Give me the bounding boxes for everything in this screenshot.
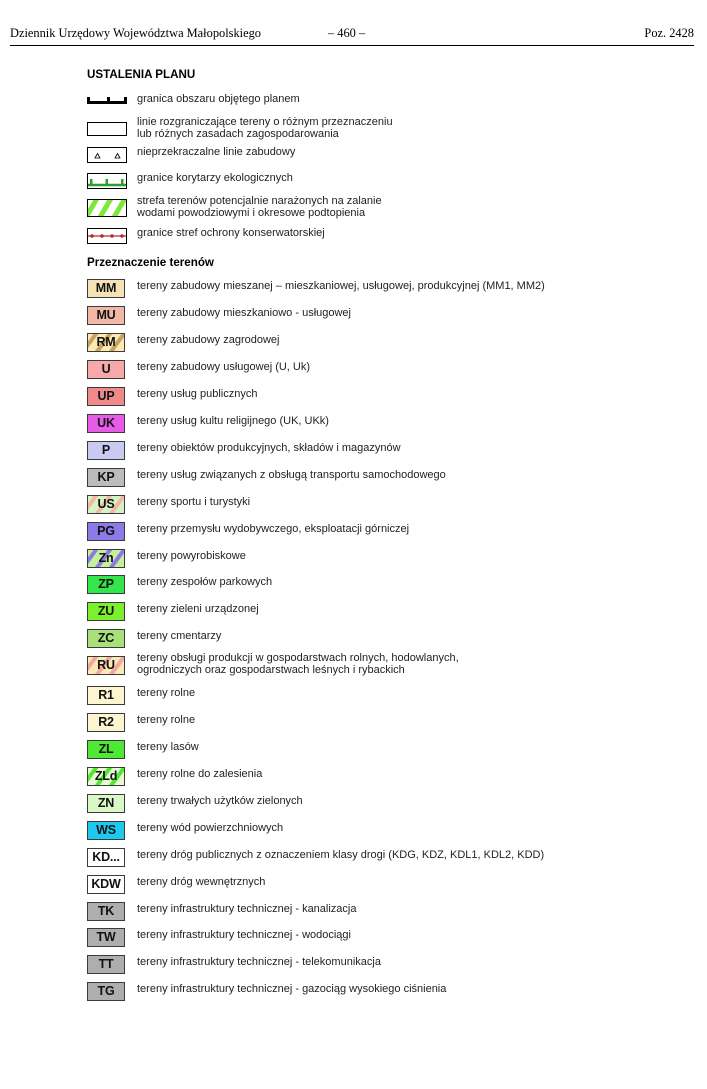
zone-code: MM <box>95 281 117 295</box>
zone-item <box>87 333 687 357</box>
zone-item <box>87 306 687 330</box>
zone-swatch <box>87 656 125 675</box>
legend-item <box>87 171 687 191</box>
zone-item <box>87 902 687 926</box>
zone-item <box>87 652 687 680</box>
zone-description: tereny lasów <box>137 741 199 753</box>
zone-item <box>87 468 687 492</box>
plan-section-title: USTALENIA PLANU <box>87 68 196 81</box>
zone-description: tereny obsługi produkcji w gospodarstwach rolnych, hodowlanych, <box>137 652 459 664</box>
zone-item <box>87 848 687 872</box>
zone-item <box>87 686 687 710</box>
zone-item <box>87 360 687 384</box>
zone-swatch <box>87 575 125 594</box>
legend-label-cont: wodami powodziowymi i okresowe podtopienia <box>137 206 366 219</box>
legend-label: granice korytarzy ekologicznych <box>137 172 293 184</box>
zone-swatch <box>87 495 125 514</box>
thick-boundary-line-icon <box>87 91 127 109</box>
flood-hatch-icon <box>87 199 127 217</box>
zone-code: RU <box>97 658 115 672</box>
zone-description: tereny zabudowy mieszkaniowo - usługowej <box>137 307 351 319</box>
zone-code: KP <box>97 470 115 484</box>
zone-description: tereny obiektów produkcyjnych, składów i magazynów <box>137 442 401 454</box>
legend-item <box>87 226 687 246</box>
legend-item <box>87 91 687 109</box>
zone-swatch <box>87 902 125 921</box>
zone-code: US <box>97 497 115 511</box>
zone-item <box>87 279 687 303</box>
zone-item <box>87 767 687 791</box>
zone-description: tereny rolne <box>137 714 196 726</box>
zone-swatch <box>87 387 125 406</box>
zone-description: tereny dróg wewnętrznych <box>137 876 266 888</box>
zone-swatch <box>87 794 125 813</box>
zone-item <box>87 713 687 737</box>
zone-code: TT <box>98 957 114 971</box>
zone-swatch <box>87 821 125 840</box>
legend-item <box>87 145 687 165</box>
zone-swatch <box>87 306 125 325</box>
zone-code: U <box>101 362 111 376</box>
zone-item <box>87 575 687 599</box>
zone-code: TW <box>96 930 116 944</box>
zone-swatch <box>87 740 125 759</box>
zone-code: TG <box>97 984 115 998</box>
zone-swatch <box>87 955 125 974</box>
legend-label: granice stref ochrony konserwatorskiej <box>137 227 325 239</box>
header-divider <box>10 45 694 46</box>
zone-item <box>87 794 687 818</box>
position-number: Poz. 2428 <box>644 26 694 40</box>
zone-item <box>87 387 687 411</box>
zone-description: tereny infrastruktury technicznej - telekomunikacja <box>137 956 381 968</box>
zone-item <box>87 629 687 653</box>
zone-swatch <box>87 713 125 732</box>
zone-description: tereny infrastruktury technicznej - wodociągi <box>137 929 351 941</box>
green-corridor-line-icon <box>87 172 127 190</box>
zone-code: PG <box>97 524 115 538</box>
zone-description: tereny usług publicznych <box>137 388 258 400</box>
zone-description: tereny zabudowy mieszanej – mieszkaniowej, usługowej, produkcyjnej (MM1, MM2) <box>137 280 545 292</box>
zone-swatch <box>87 279 125 298</box>
legend-label: nieprzekraczalne linie zabudowy <box>137 146 296 158</box>
zone-swatch <box>87 875 125 894</box>
zone-item <box>87 982 687 1006</box>
zone-description: tereny sportu i turystyki <box>137 496 251 508</box>
legend-label: linie rozgraniczające tereny o różnym przeznaczeniu <box>137 116 393 128</box>
journal-title: Dziennik Urzędowy Województwa Małopolskiego <box>10 26 262 40</box>
zone-code: ZC <box>97 631 115 645</box>
zone-swatch <box>87 629 125 648</box>
zone-code: UK <box>97 416 115 430</box>
zone-swatch <box>87 928 125 947</box>
zone-swatch <box>87 522 125 541</box>
zone-code: MU <box>96 308 116 322</box>
triangle-building-line-icon <box>87 146 127 164</box>
zone-description: tereny powyrobiskowe <box>137 550 246 562</box>
zone-code: ZU <box>97 604 115 618</box>
legend-label-cont: lub różnych zasadach zagospodarowania <box>137 127 339 140</box>
zone-swatch <box>87 468 125 487</box>
zone-description: tereny zieleni urządzonej <box>137 603 259 615</box>
zone-item <box>87 821 687 845</box>
zone-code: ZP <box>98 577 114 591</box>
zone-description: tereny rolne do zalesienia <box>137 768 263 780</box>
zone-code: P <box>101 443 111 457</box>
page-number: – 460 – <box>328 26 366 40</box>
zone-swatch <box>87 414 125 433</box>
zone-swatch <box>87 441 125 460</box>
zone-swatch <box>87 602 125 621</box>
zone-description: tereny dróg publicznych z oznaczeniem klasy drogi (KDG, KDZ, KDL1, KDL2, KDD) <box>137 849 545 861</box>
zone-item <box>87 414 687 438</box>
zone-code: KD... <box>92 850 120 864</box>
zone-code: ZN <box>97 796 115 810</box>
zone-item <box>87 522 687 546</box>
zone-item <box>87 928 687 952</box>
zone-code: ZLd <box>94 769 118 783</box>
zone-code: ZL <box>98 742 114 756</box>
zone-description: tereny zespołów parkowych <box>137 576 273 588</box>
dotted-red-line-icon <box>87 227 127 245</box>
zone-code: RM <box>96 335 116 349</box>
zone-code: R1 <box>98 688 114 702</box>
legend-label: strefa terenów potencjalnie narażonych na zalanie <box>137 195 382 207</box>
zone-swatch <box>87 848 125 867</box>
zone-code: WS <box>96 823 116 837</box>
zone-description: tereny usług kultu religijnego (UK, UKk) <box>137 415 329 427</box>
zone-description-cont: ogrodniczych oraz gospodarstwach leśnych i rybackich <box>137 663 405 676</box>
zone-code: R2 <box>98 715 114 729</box>
zone-description: tereny cmentarzy <box>137 630 222 642</box>
zone-swatch <box>87 767 125 786</box>
zones-section-title: Przeznaczenie terenów <box>87 256 214 269</box>
legend-label: granica obszaru objętego planem <box>137 93 300 105</box>
zone-description: tereny trwałych użytków zielonych <box>137 795 303 807</box>
zone-swatch <box>87 333 125 352</box>
zone-description: tereny zabudowy zagrodowej <box>137 334 280 346</box>
zone-description: tereny zabudowy usługowej (U, Uk) <box>137 361 311 373</box>
zone-item <box>87 441 687 465</box>
legend-item <box>87 117 687 141</box>
zone-item <box>87 875 687 899</box>
legend-item <box>87 196 687 220</box>
zone-description: tereny infrastruktury technicznej - kanalizacja <box>137 903 357 915</box>
zone-item <box>87 495 687 519</box>
double-line-icon <box>87 120 127 138</box>
zone-item <box>87 549 687 573</box>
zone-code: KDW <box>91 877 121 891</box>
page-header <box>10 26 694 46</box>
zone-description: tereny wód powierzchniowych <box>137 822 284 834</box>
zone-item <box>87 955 687 979</box>
zone-swatch <box>87 360 125 379</box>
zone-swatch <box>87 982 125 1001</box>
zone-description: tereny przemysłu wydobywczego, eksploatacji górniczej <box>137 523 410 535</box>
zone-description: tereny infrastruktury technicznej - gazociąg wysokiego ciśnienia <box>137 983 447 995</box>
zone-code: UP <box>97 389 115 403</box>
zone-swatch <box>87 549 125 568</box>
zone-code: TK <box>97 904 115 918</box>
zone-description: tereny rolne <box>137 687 196 699</box>
zone-swatch <box>87 686 125 705</box>
zone-description: tereny usług związanych z obsługą transportu samochodowego <box>137 469 446 481</box>
zone-code: Zn <box>98 551 114 565</box>
zone-item <box>87 602 687 626</box>
zone-item <box>87 740 687 764</box>
